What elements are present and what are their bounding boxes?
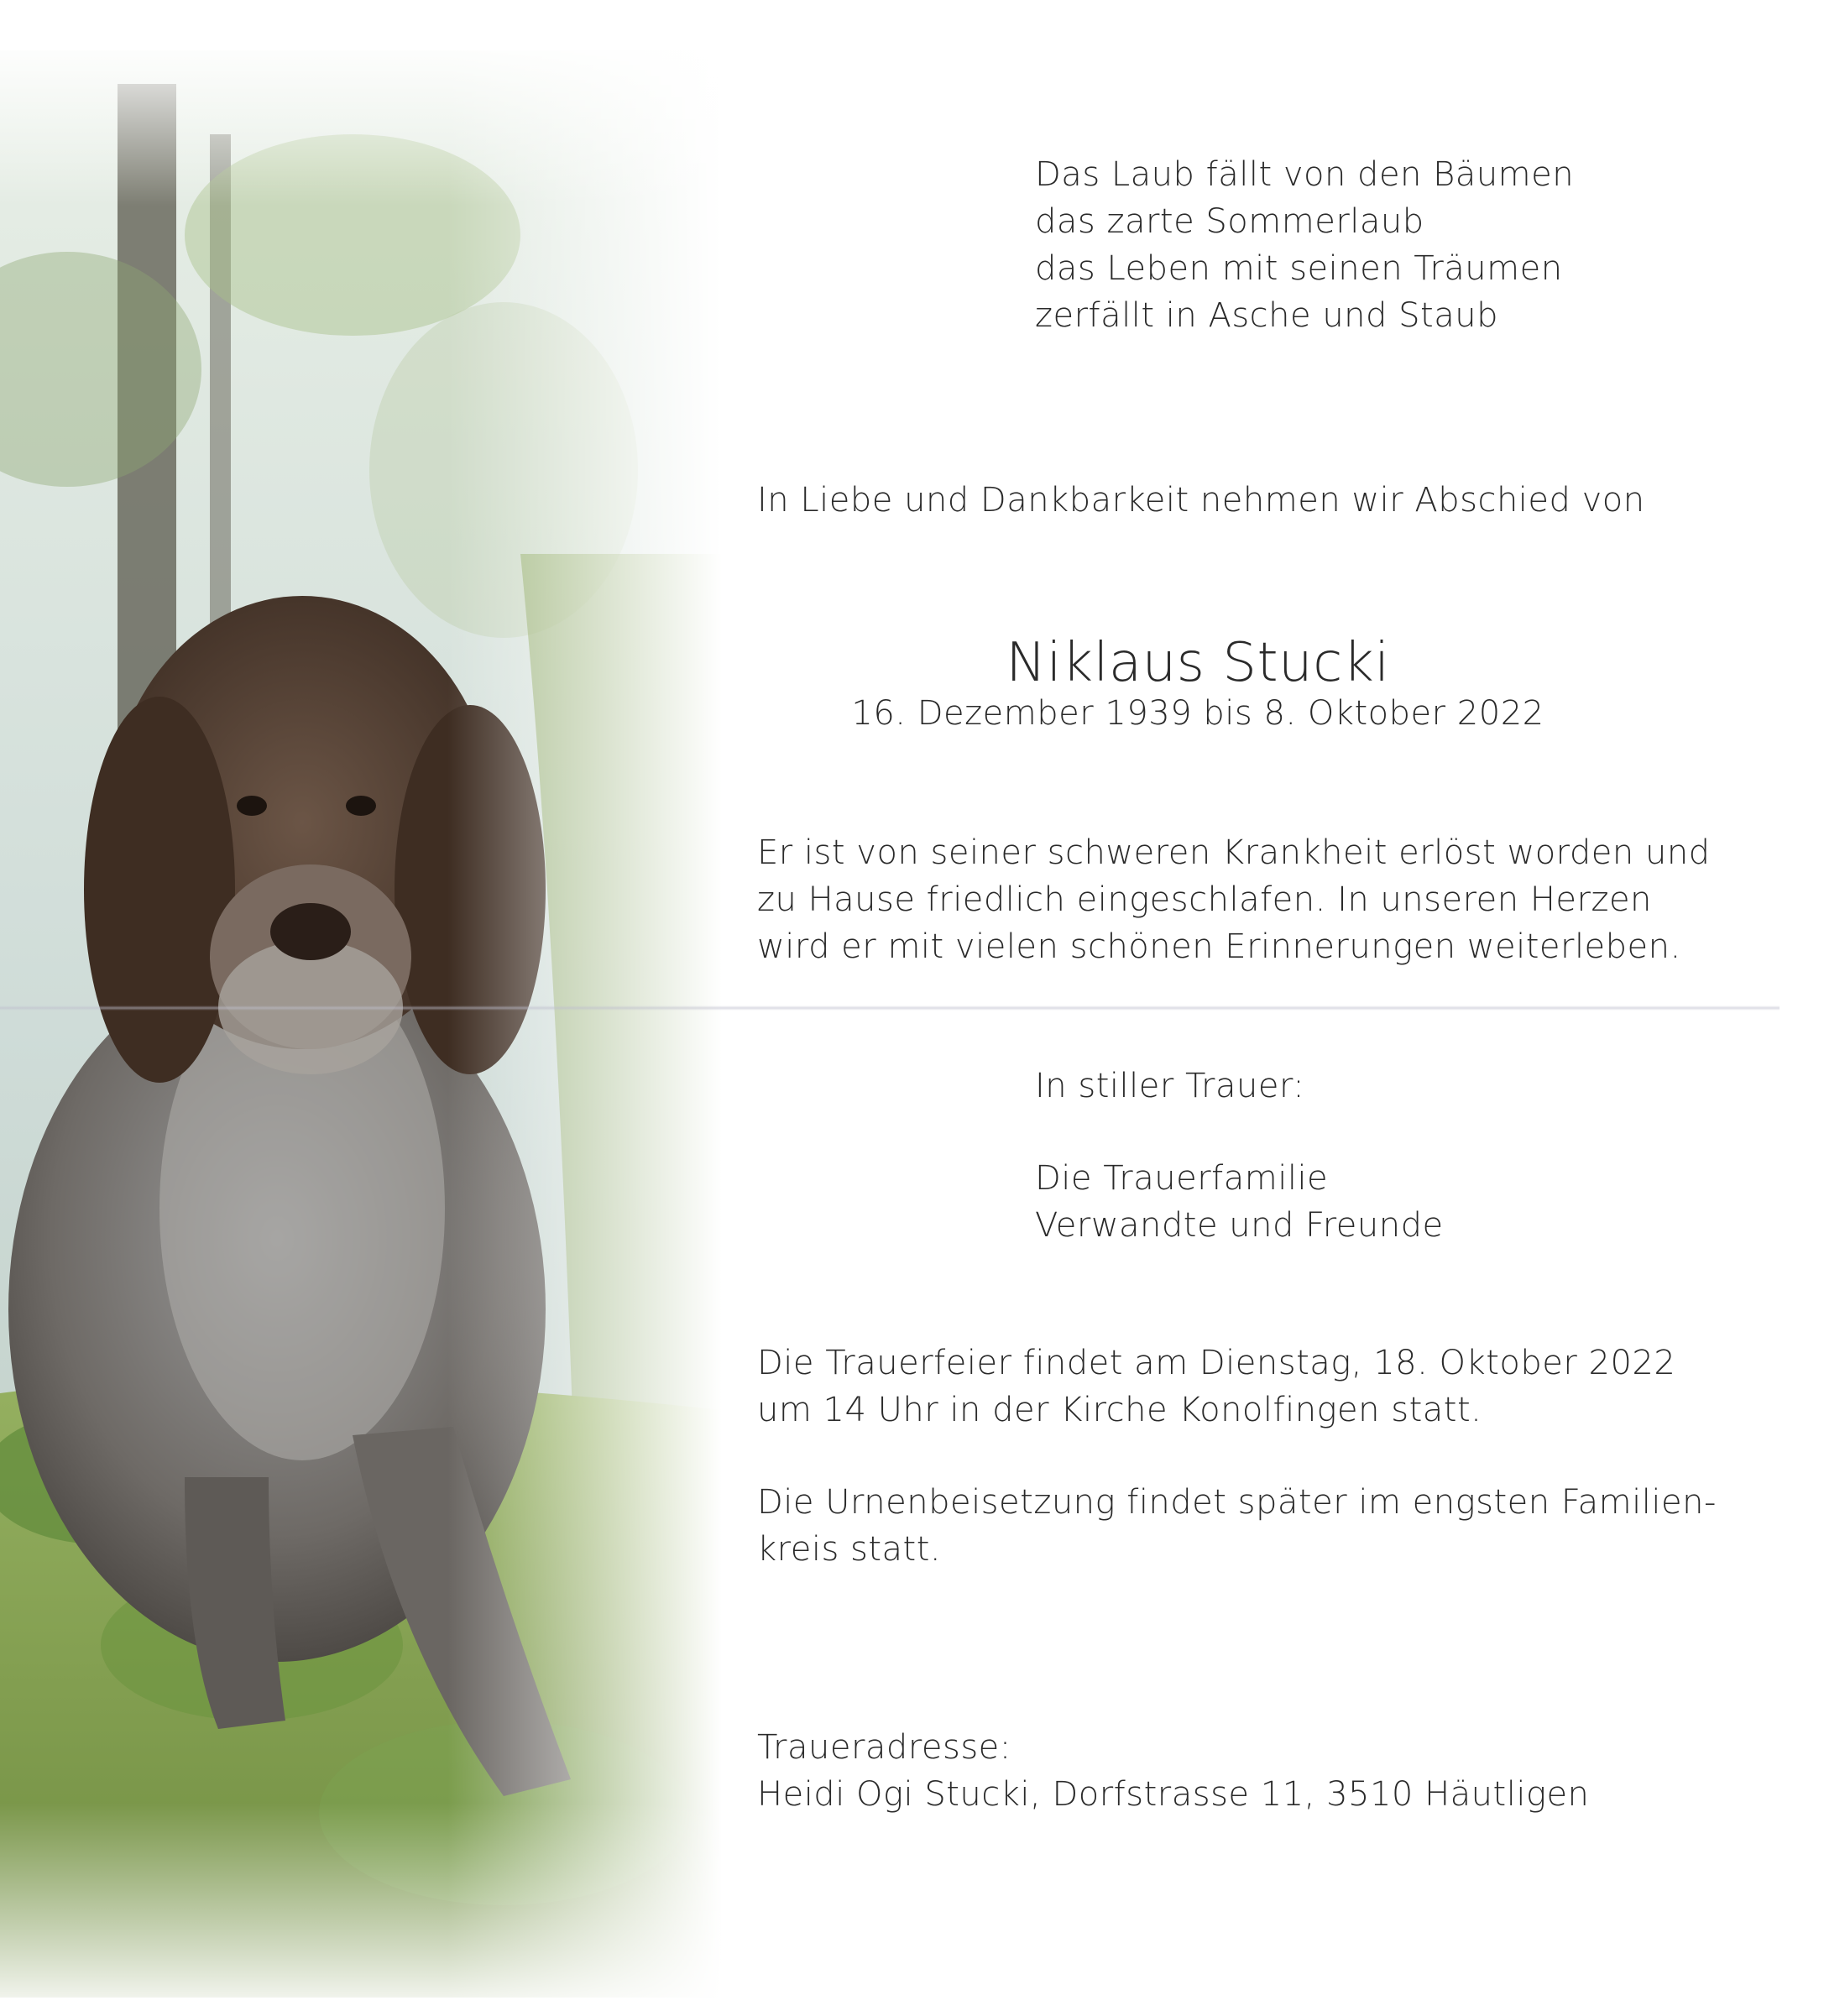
urn-line: kreis statt. — [757, 1530, 942, 1569]
poem-line: das Leben mit seinen Träumen — [1035, 249, 1563, 288]
poem-line: zerfällt in Asche und Staub — [1035, 296, 1498, 335]
address-line: Heidi Ogi Stucki, Dorfstrasse 11, 3510 Häutligen — [757, 1775, 1590, 1814]
intro-text: In Liebe und Dankbarkeit nehmen wir Abschied von — [757, 481, 1645, 520]
message-block — [757, 829, 1711, 970]
paper-fold-line — [0, 1005, 1780, 1011]
deceased-dates: 16. Dezember 1939 bis 8. Oktober 2022 — [851, 694, 1544, 733]
urn-block — [757, 1479, 1717, 1573]
mourners-block — [1035, 1155, 1444, 1249]
mourner-line: Die Trauerfamilie — [1035, 1159, 1329, 1198]
message-line: zu Hause friedlich eingeschlafen. In unseren Herzen — [757, 880, 1652, 919]
service-block — [757, 1340, 1675, 1434]
service-line: um 14 Uhr in der Kirche Konolfingen statt. — [757, 1391, 1482, 1429]
poem-line: Das Laub fällt von den Bäumen — [1035, 155, 1575, 194]
poem-line: das zarte Sommerlaub — [1035, 202, 1424, 241]
dog-forest-photo — [0, 50, 722, 1998]
message-line: Er ist von seiner schweren Krankheit erlöst worden und — [757, 833, 1711, 872]
message-line: wird er mit vielen schönen Erinnerungen weiterleben. — [757, 927, 1681, 966]
mourner-line: Verwandte und Freunde — [1035, 1206, 1444, 1245]
service-line: Die Trauerfeier findet am Dienstag, 18. Oktober 2022 — [757, 1344, 1676, 1382]
deceased-name: Niklaus Stucki — [1006, 632, 1390, 694]
poem-block — [1035, 151, 1574, 339]
address-block — [757, 1724, 1589, 1818]
mourners-heading: In stiller Trauer: — [1035, 1067, 1305, 1105]
address-heading: Traueradresse: — [757, 1728, 1011, 1767]
urn-line: Die Urnenbeisetzung findet später im engsten Familien- — [757, 1483, 1717, 1522]
